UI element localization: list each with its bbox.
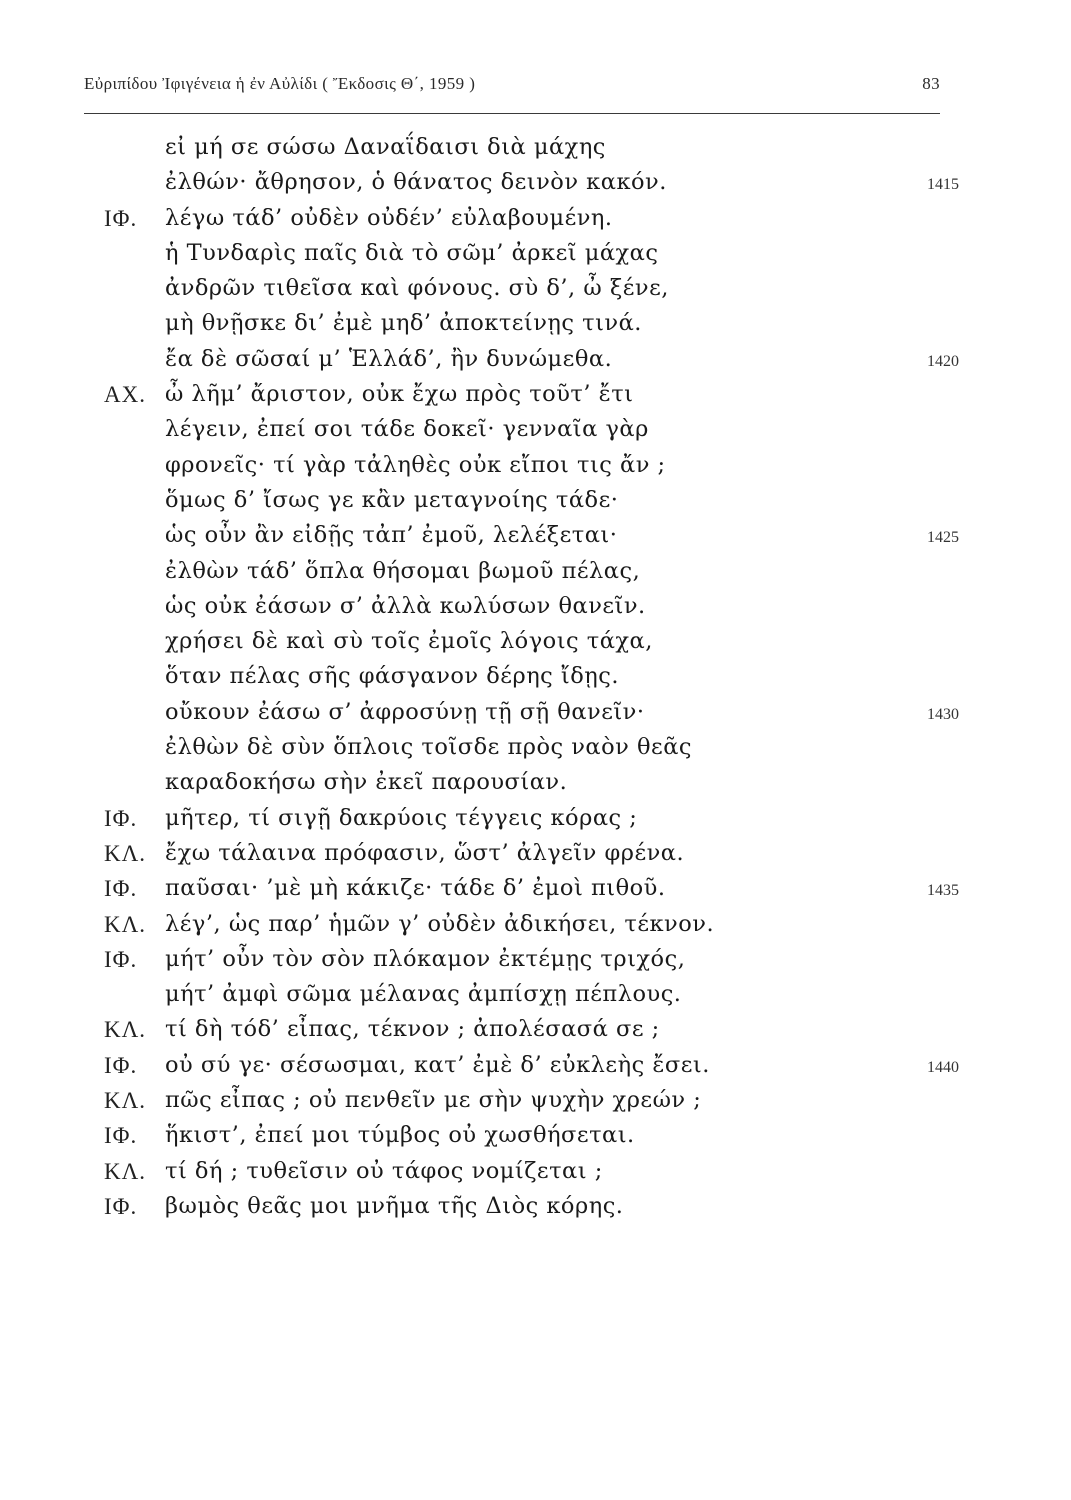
- verse-line: [0, 201, 1071, 236]
- verse-text: φρονεῖς· τί γὰρ τἀληθὲς οὐκ εἴποι τις ἄν ;: [165, 451, 666, 478]
- verse-text: ὅμως δ’ ἴσως γε κἂν μεταγνοίης τάδε·: [165, 486, 619, 513]
- verse-line: [0, 977, 1071, 1012]
- verse-line: [0, 1083, 1071, 1118]
- verse-line: [0, 448, 1071, 483]
- page-number: 83: [922, 74, 940, 93]
- speaker-label: ΚΛ.: [104, 1158, 147, 1184]
- speaker-label: ΙΦ.: [104, 1052, 138, 1078]
- speaker-label: ΚΛ.: [104, 1088, 147, 1114]
- verse-block: [0, 130, 1071, 1224]
- verse-line: [0, 1154, 1071, 1189]
- verse-text: μῆτερ, τί σιγῇ δακρύοις τέγγεις κόρας ;: [165, 804, 638, 831]
- verse-line: [0, 659, 1071, 694]
- verse-text: λέγ’, ὡς παρ’ ἡμῶν γ’ οὐδὲν ἀδικήσει, τέκνον.: [165, 910, 715, 937]
- verse-text: ὡς οὖν ἂν εἰδῇς τἀπ’ ἐμοῦ, λελέξεται·: [165, 522, 618, 549]
- header-rule: [84, 113, 940, 114]
- verse-line: [0, 165, 1071, 200]
- verse-text: ἔχω τάλαινα πρόφασιν, ὥστ’ ἀλγεῖν φρένα.: [165, 839, 685, 866]
- running-header: [84, 74, 940, 104]
- verse-line: [0, 589, 1071, 624]
- verse-line: [0, 1012, 1071, 1047]
- speaker-label: ΙΦ.: [104, 1193, 138, 1219]
- verse-line: [0, 271, 1071, 306]
- verse-line: [0, 342, 1071, 377]
- verse-text: ὅταν πέλας σῆς φάσγανον δέρης ἴδῃς.: [165, 663, 620, 690]
- verse-line: [0, 871, 1071, 906]
- verse-line: [0, 1048, 1071, 1083]
- verse-text: παῦσαι· ’μὲ μὴ κάκιζε· τάδε δ’ ἐμοὶ πιθοῦ.: [165, 875, 666, 902]
- verse-text: οὔκουν ἐάσω σ’ ἀφροσύνῃ τῇ σῇ θανεῖν·: [165, 698, 645, 725]
- speaker-label: ΚΛ.: [104, 1017, 147, 1043]
- verse-text: ἐλθὼν δὲ σὺν ὅπλοις τοῖσδε πρὸς ναὸν θεᾶς: [165, 734, 693, 761]
- verse-text: χρήσει δὲ καὶ σὺ τοῖς ἐμοῖς λόγοις τάχα,: [165, 628, 653, 655]
- speaker-label: ΙΦ.: [104, 1123, 138, 1149]
- verse-text: ἔα δὲ σῶσαί μ’ Ἑλλάδ’, ἢν δυνώμεθα.: [165, 345, 613, 372]
- verse-line: [0, 377, 1071, 412]
- verse-text: μήτ’ οὖν τὸν σὸν πλόκαμον ἐκτέμῃς τριχός,: [165, 945, 686, 972]
- verse-line: [0, 1118, 1071, 1153]
- speaker-label: ΙΦ.: [104, 805, 138, 831]
- verse-text: τί δὴ τόδ’ εἶπας, τέκνον ; ἀπολέσασά σε ;: [165, 1016, 660, 1043]
- verse-text: πῶς εἶπας ; οὐ πενθεῖν με σὴν ψυχὴν χρεών ;: [165, 1087, 702, 1114]
- verse-text: οὐ σύ γε· σέσωσμαι, κατ’ ἐμὲ δ’ εὐκλεὴς ἔσει.: [165, 1051, 710, 1078]
- verse-line: [0, 730, 1071, 765]
- verse-line: [0, 306, 1071, 341]
- speaker-label: ΙΦ.: [104, 946, 138, 972]
- verse-line: [0, 695, 1071, 730]
- verse-text: μήτ’ ἀμφὶ σῶμα μέλανας ἀμπίσχῃ πέπλους.: [165, 981, 682, 1008]
- verse-line: [0, 130, 1071, 165]
- speaker-label: ΙΦ.: [104, 205, 138, 231]
- verse-line: [0, 236, 1071, 271]
- running-title: Εὐριπίδου Ἰφιγένεια ἡ ἐν Αὐλίδι ( Ἔκδοσις Θ΄, 1959 ): [84, 74, 476, 93]
- verse-text: ἥκιστ’, ἐπεί μοι τύμβος οὐ χωσθήσεται.: [165, 1122, 635, 1149]
- verse-text: καραδοκήσω σὴν ἐκεῖ παρουσίαν.: [165, 769, 568, 796]
- verse-line: [0, 1189, 1071, 1224]
- verse-line: [0, 554, 1071, 589]
- speaker-label: ΑΧ.: [104, 382, 146, 408]
- line-number: 1430: [927, 705, 959, 723]
- verse-line: [0, 907, 1071, 942]
- verse-text: εἰ μή σε σώσω Δαναΐδαισι διὰ μάχης: [165, 134, 606, 160]
- verse-line: [0, 836, 1071, 871]
- line-number: 1435: [927, 882, 959, 900]
- verse-text: ἐλθών· ἄθρησον, ὁ θάνατος δεινὸν κακόν.: [165, 169, 667, 196]
- line-number: 1425: [927, 529, 959, 547]
- verse-line: [0, 624, 1071, 659]
- speaker-label: ΙΦ.: [104, 876, 138, 902]
- verse-text: ὡς οὐκ ἐάσων σ’ ἀλλὰ κωλύσων θανεῖν.: [165, 592, 646, 619]
- verse-line: [0, 801, 1071, 836]
- line-number: 1420: [927, 352, 959, 370]
- line-number: 1440: [927, 1058, 959, 1076]
- verse-text: ὦ λῆμ’ ἄριστον, οὐκ ἔχω πρὸς τοῦτ’ ἔτι: [165, 381, 634, 408]
- verse-text: τί δή ; τυθεῖσιν οὐ τάφος νομίζεται ;: [165, 1157, 603, 1184]
- verse-text: μὴ θνῇσκε δι’ ἐμὲ μηδ’ ἀποκτείνῃς τινά.: [165, 310, 642, 337]
- verse-line: [0, 412, 1071, 447]
- speaker-label: ΚΛ.: [104, 840, 147, 866]
- verse-line: [0, 765, 1071, 800]
- speaker-label: ΚΛ.: [104, 911, 147, 937]
- line-number: 1415: [927, 176, 959, 194]
- verse-text: ἐλθὼν τάδ’ ὅπλα θήσομαι βωμοῦ πέλας,: [165, 557, 641, 584]
- verse-text: λέγειν, ἐπεί σοι τάδε δοκεῖ· γενναῖα γὰρ: [165, 416, 649, 443]
- verse-line: [0, 483, 1071, 518]
- verse-text: ἀνδρῶν τιθεῖσα καὶ φόνους. σὺ δ’, ὦ ξένε,: [165, 275, 669, 302]
- verse-text: βωμὸς θεᾶς μοι μνῆμα τῆς Διὸς κόρης.: [165, 1192, 624, 1219]
- verse-text: λέγω τάδ’ οὐδὲν οὐδέν’ εὐλαβουμένη.: [165, 204, 613, 231]
- verse-text: ἡ Τυνδαρὶς παῖς διὰ τὸ σῶμ’ ἀρκεῖ μάχας: [165, 239, 659, 266]
- verse-line: [0, 518, 1071, 553]
- verse-line: [0, 942, 1071, 977]
